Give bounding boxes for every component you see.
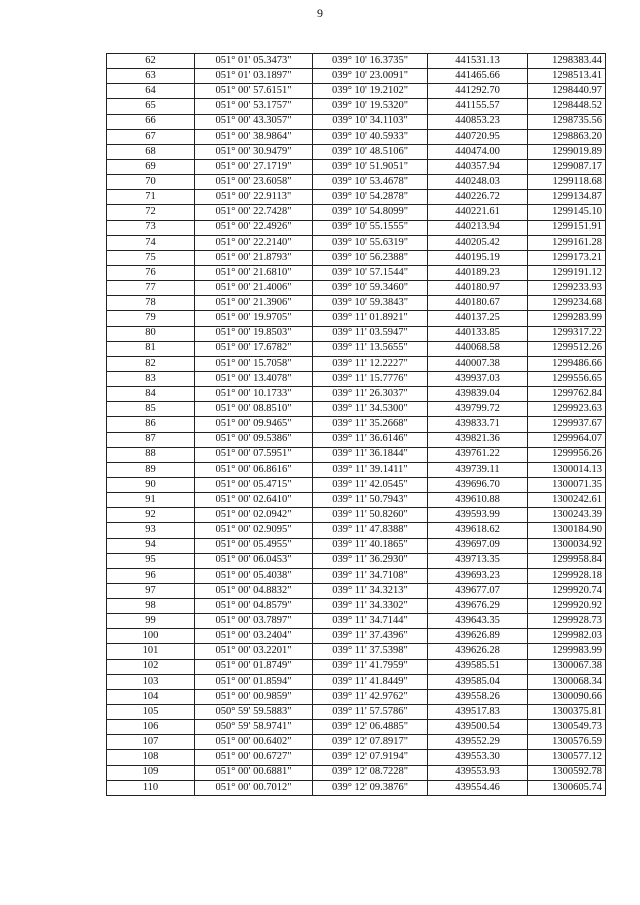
y-coordinate-cell: 1299118.68 — [528, 175, 606, 190]
x-coordinate-cell: 439833.71 — [428, 417, 528, 432]
longitude-cell: 039° 12' 06.4885" — [313, 720, 428, 735]
latitude-cell: 051° 00' 13.4078" — [195, 371, 313, 386]
longitude-cell: 039° 10' 34.1103" — [313, 114, 428, 129]
longitude-cell: 039° 11' 36.6146" — [313, 432, 428, 447]
longitude-cell: 039° 12' 07.8917" — [313, 735, 428, 750]
table-row — [107, 614, 606, 629]
latitude-cell: 051° 00' 05.4955" — [195, 538, 313, 553]
table-row — [107, 523, 606, 538]
longitude-cell: 039° 10' 53.4678" — [313, 175, 428, 190]
longitude-cell: 039° 11' 57.5786" — [313, 705, 428, 720]
longitude-cell: 039° 11' 36.2930" — [313, 553, 428, 568]
y-coordinate-cell: 1299964.07 — [528, 432, 606, 447]
y-coordinate-cell: 1299512.26 — [528, 341, 606, 356]
longitude-cell: 039° 10' 54.8099" — [313, 205, 428, 220]
longitude-cell: 039° 11' 41.7959" — [313, 659, 428, 674]
point-number-cell: 75 — [107, 250, 195, 265]
longitude-cell: 039° 11' 40.1865" — [313, 538, 428, 553]
point-number-cell: 74 — [107, 235, 195, 250]
point-number-cell: 88 — [107, 447, 195, 462]
table-row — [107, 568, 606, 583]
x-coordinate-cell: 439739.11 — [428, 462, 528, 477]
table-row — [107, 99, 606, 114]
table-row — [107, 720, 606, 735]
table-row — [107, 538, 606, 553]
y-coordinate-cell: 1299920.74 — [528, 583, 606, 598]
latitude-cell: 051° 00' 30.9479" — [195, 144, 313, 159]
x-coordinate-cell: 439937.03 — [428, 371, 528, 386]
table-row — [107, 553, 606, 568]
table-row — [107, 508, 606, 523]
y-coordinate-cell: 1300243.39 — [528, 508, 606, 523]
latitude-cell: 051° 00' 21.4006" — [195, 281, 313, 296]
x-coordinate-cell: 439553.30 — [428, 750, 528, 765]
x-coordinate-cell: 439626.28 — [428, 644, 528, 659]
longitude-cell: 039° 11' 13.5655" — [313, 341, 428, 356]
latitude-cell: 051° 00' 04.8579" — [195, 599, 313, 614]
longitude-cell: 039° 10' 48.5106" — [313, 144, 428, 159]
longitude-cell: 039° 11' 37.4396" — [313, 629, 428, 644]
y-coordinate-cell: 1299283.99 — [528, 311, 606, 326]
x-coordinate-cell: 440205.42 — [428, 235, 528, 250]
longitude-cell: 039° 11' 37.5398" — [313, 644, 428, 659]
point-number-cell: 101 — [107, 644, 195, 659]
table-row — [107, 705, 606, 720]
longitude-cell: 039° 11' 34.3302" — [313, 599, 428, 614]
longitude-cell: 039° 11' 01.8921" — [313, 311, 428, 326]
table-row — [107, 175, 606, 190]
latitude-cell: 050° 59' 58.9741" — [195, 720, 313, 735]
latitude-cell: 051° 00' 03.2404" — [195, 629, 313, 644]
x-coordinate-cell: 441155.57 — [428, 99, 528, 114]
latitude-cell: 051° 00' 05.4715" — [195, 477, 313, 492]
longitude-cell: 039° 10' 55.1555" — [313, 220, 428, 235]
longitude-cell: 039° 12' 07.9194" — [313, 750, 428, 765]
longitude-cell: 039° 10' 57.1544" — [313, 265, 428, 280]
latitude-cell: 051° 01' 03.1897" — [195, 69, 313, 84]
table-row — [107, 84, 606, 99]
latitude-cell: 051° 00' 01.8594" — [195, 674, 313, 689]
table-row — [107, 735, 606, 750]
latitude-cell: 051° 00' 19.9705" — [195, 311, 313, 326]
latitude-cell: 051° 00' 05.4038" — [195, 568, 313, 583]
longitude-cell: 039° 11' 12.2227" — [313, 356, 428, 371]
longitude-cell: 039° 11' 34.7144" — [313, 614, 428, 629]
table-row — [107, 599, 606, 614]
table-row — [107, 750, 606, 765]
point-number-cell: 65 — [107, 99, 195, 114]
x-coordinate-cell: 439696.70 — [428, 477, 528, 492]
x-coordinate-cell: 439610.88 — [428, 493, 528, 508]
table-row — [107, 371, 606, 386]
x-coordinate-cell: 439585.04 — [428, 674, 528, 689]
x-coordinate-cell: 441531.13 — [428, 54, 528, 69]
y-coordinate-cell: 1300184.90 — [528, 523, 606, 538]
y-coordinate-cell: 1300576.59 — [528, 735, 606, 750]
table-row — [107, 477, 606, 492]
longitude-cell: 039° 11' 36.1844" — [313, 447, 428, 462]
longitude-cell: 039° 10' 59.3460" — [313, 281, 428, 296]
longitude-cell: 039° 11' 34.3213" — [313, 583, 428, 598]
point-number-cell: 103 — [107, 674, 195, 689]
y-coordinate-cell: 1299923.63 — [528, 402, 606, 417]
x-coordinate-cell: 440221.61 — [428, 205, 528, 220]
x-coordinate-cell: 439821.36 — [428, 432, 528, 447]
latitude-cell: 051° 00' 08.8510" — [195, 402, 313, 417]
y-coordinate-cell: 1298863.20 — [528, 129, 606, 144]
point-number-cell: 98 — [107, 599, 195, 614]
table-row — [107, 114, 606, 129]
table-row — [107, 205, 606, 220]
table-row — [107, 583, 606, 598]
x-coordinate-cell: 439554.46 — [428, 780, 528, 795]
x-coordinate-cell: 440853.23 — [428, 114, 528, 129]
x-coordinate-cell: 440007.38 — [428, 356, 528, 371]
x-coordinate-cell: 440248.03 — [428, 175, 528, 190]
y-coordinate-cell: 1300071.35 — [528, 477, 606, 492]
point-number-cell: 99 — [107, 614, 195, 629]
latitude-cell: 051° 00' 06.0453" — [195, 553, 313, 568]
table-row — [107, 402, 606, 417]
latitude-cell: 051° 00' 57.6151" — [195, 84, 313, 99]
point-number-cell: 66 — [107, 114, 195, 129]
table-row — [107, 311, 606, 326]
latitude-cell: 051° 00' 00.9859" — [195, 689, 313, 704]
y-coordinate-cell: 1299486.66 — [528, 356, 606, 371]
y-coordinate-cell: 1299317.22 — [528, 326, 606, 341]
point-number-cell: 64 — [107, 84, 195, 99]
point-number-cell: 80 — [107, 326, 195, 341]
y-coordinate-cell: 1299145.10 — [528, 205, 606, 220]
x-coordinate-cell: 440226.72 — [428, 190, 528, 205]
latitude-cell: 051° 00' 22.7428" — [195, 205, 313, 220]
table-row — [107, 432, 606, 447]
y-coordinate-cell: 1298448.52 — [528, 99, 606, 114]
point-number-cell: 91 — [107, 493, 195, 508]
y-coordinate-cell: 1300375.81 — [528, 705, 606, 720]
x-coordinate-cell: 439585.51 — [428, 659, 528, 674]
x-coordinate-cell: 439517.83 — [428, 705, 528, 720]
y-coordinate-cell: 1299087.17 — [528, 159, 606, 174]
x-coordinate-cell: 439693.23 — [428, 568, 528, 583]
y-coordinate-cell: 1298513.41 — [528, 69, 606, 84]
latitude-cell: 051° 00' 10.1733" — [195, 387, 313, 402]
y-coordinate-cell: 1299937.67 — [528, 417, 606, 432]
y-coordinate-cell: 1298383.44 — [528, 54, 606, 69]
table-row — [107, 250, 606, 265]
latitude-cell: 051° 00' 02.6410" — [195, 493, 313, 508]
longitude-cell: 039° 11' 50.8260" — [313, 508, 428, 523]
longitude-cell: 039° 10' 51.9051" — [313, 159, 428, 174]
point-number-cell: 89 — [107, 462, 195, 477]
point-number-cell: 69 — [107, 159, 195, 174]
longitude-cell: 039° 10' 19.5320" — [313, 99, 428, 114]
point-number-cell: 77 — [107, 281, 195, 296]
x-coordinate-cell: 439618.62 — [428, 523, 528, 538]
table-row — [107, 129, 606, 144]
coordinates-table — [106, 53, 606, 796]
y-coordinate-cell: 1299161.28 — [528, 235, 606, 250]
x-coordinate-cell: 439761.22 — [428, 447, 528, 462]
x-coordinate-cell: 439676.29 — [428, 599, 528, 614]
table-row — [107, 326, 606, 341]
y-coordinate-cell: 1300592.78 — [528, 765, 606, 780]
x-coordinate-cell: 439593.99 — [428, 508, 528, 523]
y-coordinate-cell: 1299019.89 — [528, 144, 606, 159]
point-number-cell: 93 — [107, 523, 195, 538]
longitude-cell: 039° 10' 16.3735" — [313, 54, 428, 69]
latitude-cell: 051° 00' 00.6881" — [195, 765, 313, 780]
point-number-cell: 96 — [107, 568, 195, 583]
point-number-cell: 95 — [107, 553, 195, 568]
point-number-cell: 105 — [107, 705, 195, 720]
page-number: 9 — [317, 6, 323, 20]
x-coordinate-cell: 439558.26 — [428, 689, 528, 704]
latitude-cell: 051° 00' 21.6810" — [195, 265, 313, 280]
longitude-cell: 039° 10' 23.0091" — [313, 69, 428, 84]
table-row — [107, 387, 606, 402]
longitude-cell: 039° 11' 42.0545" — [313, 477, 428, 492]
y-coordinate-cell: 1300068.34 — [528, 674, 606, 689]
latitude-cell: 051° 00' 07.5951" — [195, 447, 313, 462]
point-number-cell: 62 — [107, 54, 195, 69]
table-row — [107, 689, 606, 704]
y-coordinate-cell: 1298440.97 — [528, 84, 606, 99]
table-row — [107, 659, 606, 674]
point-number-cell: 102 — [107, 659, 195, 674]
table-row — [107, 629, 606, 644]
x-coordinate-cell: 439643.35 — [428, 614, 528, 629]
y-coordinate-cell: 1298735.56 — [528, 114, 606, 129]
y-coordinate-cell: 1299982.03 — [528, 629, 606, 644]
table-row — [107, 69, 606, 84]
latitude-cell: 051° 00' 53.1757" — [195, 99, 313, 114]
x-coordinate-cell: 440180.67 — [428, 296, 528, 311]
y-coordinate-cell: 1300605.74 — [528, 780, 606, 795]
point-number-cell: 94 — [107, 538, 195, 553]
latitude-cell: 051° 00' 27.1719" — [195, 159, 313, 174]
longitude-cell: 039° 11' 15.7776" — [313, 371, 428, 386]
table-row — [107, 235, 606, 250]
table-row — [107, 356, 606, 371]
table-row — [107, 54, 606, 69]
y-coordinate-cell: 1299173.21 — [528, 250, 606, 265]
point-number-cell: 73 — [107, 220, 195, 235]
x-coordinate-cell: 440137.25 — [428, 311, 528, 326]
point-number-cell: 87 — [107, 432, 195, 447]
latitude-cell: 051° 00' 02.9095" — [195, 523, 313, 538]
latitude-cell: 051° 00' 00.6402" — [195, 735, 313, 750]
table-row — [107, 190, 606, 205]
latitude-cell: 051° 00' 00.6727" — [195, 750, 313, 765]
latitude-cell: 051° 00' 43.3057" — [195, 114, 313, 129]
point-number-cell: 109 — [107, 765, 195, 780]
point-number-cell: 90 — [107, 477, 195, 492]
x-coordinate-cell: 439697.09 — [428, 538, 528, 553]
longitude-cell: 039° 12' 08.7228" — [313, 765, 428, 780]
x-coordinate-cell: 440180.97 — [428, 281, 528, 296]
table-row — [107, 341, 606, 356]
x-coordinate-cell: 440357.94 — [428, 159, 528, 174]
point-number-cell: 84 — [107, 387, 195, 402]
table-row — [107, 265, 606, 280]
y-coordinate-cell: 1299928.18 — [528, 568, 606, 583]
longitude-cell: 039° 11' 03.5947" — [313, 326, 428, 341]
longitude-cell: 039° 10' 54.2878" — [313, 190, 428, 205]
coordinates-table-body — [107, 54, 606, 796]
longitude-cell: 039° 11' 35.2668" — [313, 417, 428, 432]
y-coordinate-cell: 1300090.66 — [528, 689, 606, 704]
x-coordinate-cell: 439799.72 — [428, 402, 528, 417]
y-coordinate-cell: 1299134.87 — [528, 190, 606, 205]
latitude-cell: 051° 00' 01.8749" — [195, 659, 313, 674]
point-number-cell: 70 — [107, 175, 195, 190]
y-coordinate-cell: 1299983.99 — [528, 644, 606, 659]
y-coordinate-cell: 1299556.65 — [528, 371, 606, 386]
latitude-cell: 051° 00' 22.2140" — [195, 235, 313, 250]
x-coordinate-cell: 440474.00 — [428, 144, 528, 159]
point-number-cell: 85 — [107, 402, 195, 417]
y-coordinate-cell: 1299958.84 — [528, 553, 606, 568]
latitude-cell: 051° 00' 15.7058" — [195, 356, 313, 371]
point-number-cell: 100 — [107, 629, 195, 644]
y-coordinate-cell: 1299234.68 — [528, 296, 606, 311]
longitude-cell: 039° 11' 26.3037" — [313, 387, 428, 402]
longitude-cell: 039° 10' 40.5933" — [313, 129, 428, 144]
point-number-cell: 71 — [107, 190, 195, 205]
x-coordinate-cell: 440195.19 — [428, 250, 528, 265]
latitude-cell: 051° 00' 19.8503" — [195, 326, 313, 341]
y-coordinate-cell: 1299920.92 — [528, 599, 606, 614]
table-row — [107, 644, 606, 659]
table-row — [107, 493, 606, 508]
x-coordinate-cell: 439552.29 — [428, 735, 528, 750]
table-row — [107, 296, 606, 311]
x-coordinate-cell: 441292.70 — [428, 84, 528, 99]
longitude-cell: 039° 11' 47.8388" — [313, 523, 428, 538]
longitude-cell: 039° 11' 34.7108" — [313, 568, 428, 583]
latitude-cell: 051° 00' 17.6782" — [195, 341, 313, 356]
longitude-cell: 039° 11' 50.7943" — [313, 493, 428, 508]
latitude-cell: 051° 01' 05.3473" — [195, 54, 313, 69]
latitude-cell: 051° 00' 22.9113" — [195, 190, 313, 205]
longitude-cell: 039° 10' 59.3843" — [313, 296, 428, 311]
latitude-cell: 051° 00' 09.9465" — [195, 417, 313, 432]
latitude-cell: 051° 00' 06.8616" — [195, 462, 313, 477]
latitude-cell: 051° 00' 04.8832" — [195, 583, 313, 598]
point-number-cell: 97 — [107, 583, 195, 598]
x-coordinate-cell: 440189.23 — [428, 265, 528, 280]
table-row — [107, 462, 606, 477]
y-coordinate-cell: 1299233.93 — [528, 281, 606, 296]
y-coordinate-cell: 1299151.91 — [528, 220, 606, 235]
latitude-cell: 051° 00' 09.5386" — [195, 432, 313, 447]
point-number-cell: 92 — [107, 508, 195, 523]
x-coordinate-cell: 440720.95 — [428, 129, 528, 144]
longitude-cell: 039° 10' 55.6319" — [313, 235, 428, 250]
point-number-cell: 86 — [107, 417, 195, 432]
y-coordinate-cell: 1299956.26 — [528, 447, 606, 462]
x-coordinate-cell: 440133.85 — [428, 326, 528, 341]
point-number-cell: 68 — [107, 144, 195, 159]
table-row — [107, 281, 606, 296]
point-number-cell: 107 — [107, 735, 195, 750]
point-number-cell: 72 — [107, 205, 195, 220]
latitude-cell: 051° 00' 02.0942" — [195, 508, 313, 523]
longitude-cell: 039° 10' 56.2388" — [313, 250, 428, 265]
x-coordinate-cell: 439500.54 — [428, 720, 528, 735]
x-coordinate-cell: 439553.93 — [428, 765, 528, 780]
x-coordinate-cell: 439626.89 — [428, 629, 528, 644]
x-coordinate-cell: 439839.04 — [428, 387, 528, 402]
y-coordinate-cell: 1300014.13 — [528, 462, 606, 477]
latitude-cell: 051° 00' 03.2201" — [195, 644, 313, 659]
table-row — [107, 220, 606, 235]
y-coordinate-cell: 1300549.73 — [528, 720, 606, 735]
point-number-cell: 82 — [107, 356, 195, 371]
point-number-cell: 110 — [107, 780, 195, 795]
table-row — [107, 780, 606, 795]
table-row — [107, 674, 606, 689]
longitude-cell: 039° 12' 09.3876" — [313, 780, 428, 795]
y-coordinate-cell: 1300242.61 — [528, 493, 606, 508]
longitude-cell: 039° 10' 19.2102" — [313, 84, 428, 99]
y-coordinate-cell: 1300577.12 — [528, 750, 606, 765]
y-coordinate-cell: 1299762.84 — [528, 387, 606, 402]
point-number-cell: 108 — [107, 750, 195, 765]
y-coordinate-cell: 1299191.12 — [528, 265, 606, 280]
y-coordinate-cell: 1300034.92 — [528, 538, 606, 553]
longitude-cell: 039° 11' 34.5300" — [313, 402, 428, 417]
x-coordinate-cell: 441465.66 — [428, 69, 528, 84]
table-row — [107, 144, 606, 159]
point-number-cell: 79 — [107, 311, 195, 326]
point-number-cell: 67 — [107, 129, 195, 144]
x-coordinate-cell: 440213.94 — [428, 220, 528, 235]
y-coordinate-cell: 1300067.38 — [528, 659, 606, 674]
table-row — [107, 417, 606, 432]
latitude-cell: 051° 00' 03.7897" — [195, 614, 313, 629]
point-number-cell: 83 — [107, 371, 195, 386]
longitude-cell: 039° 11' 41.8449" — [313, 674, 428, 689]
longitude-cell: 039° 11' 42.9762" — [313, 689, 428, 704]
point-number-cell: 63 — [107, 69, 195, 84]
point-number-cell: 76 — [107, 265, 195, 280]
x-coordinate-cell: 439713.35 — [428, 553, 528, 568]
y-coordinate-cell: 1299928.73 — [528, 614, 606, 629]
latitude-cell: 051° 00' 21.8793" — [195, 250, 313, 265]
point-number-cell: 106 — [107, 720, 195, 735]
latitude-cell: 051° 00' 22.4926" — [195, 220, 313, 235]
latitude-cell: 050° 59' 59.5883" — [195, 705, 313, 720]
point-number-cell: 104 — [107, 689, 195, 704]
table-row — [107, 447, 606, 462]
table-row — [107, 765, 606, 780]
latitude-cell: 051° 00' 23.6058" — [195, 175, 313, 190]
x-coordinate-cell: 439677.07 — [428, 583, 528, 598]
x-coordinate-cell: 440068.58 — [428, 341, 528, 356]
point-number-cell: 81 — [107, 341, 195, 356]
point-number-cell: 78 — [107, 296, 195, 311]
latitude-cell: 051° 00' 00.7012" — [195, 780, 313, 795]
latitude-cell: 051° 00' 21.3906" — [195, 296, 313, 311]
longitude-cell: 039° 11' 39.1411" — [313, 462, 428, 477]
latitude-cell: 051° 00' 38.9864" — [195, 129, 313, 144]
table-row — [107, 159, 606, 174]
